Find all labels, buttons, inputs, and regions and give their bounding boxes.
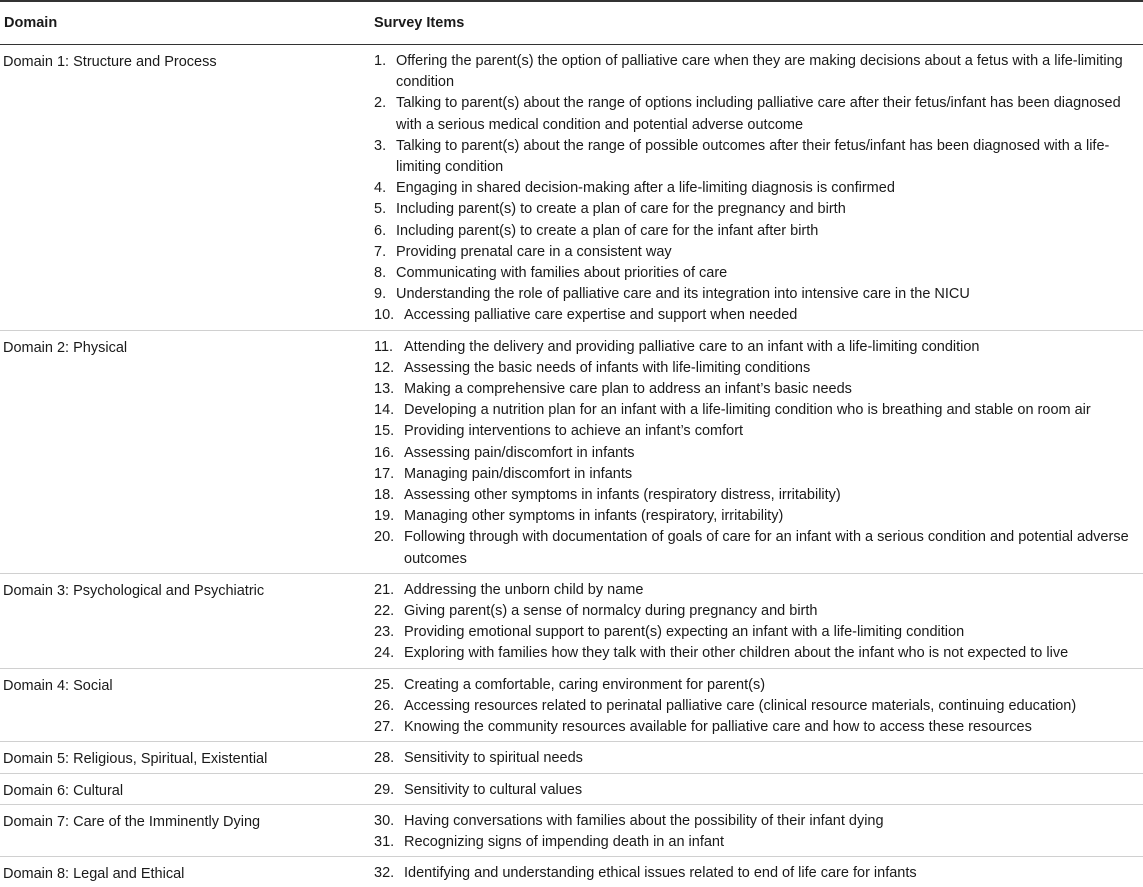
survey-item-number: 19. xyxy=(372,506,404,527)
domain-cell: Domain 7: Care of the Imminently Dying xyxy=(0,804,372,856)
survey-item xyxy=(372,622,1143,643)
header-row xyxy=(0,1,1143,45)
survey-item-list xyxy=(372,337,1143,570)
survey-item-number: 13. xyxy=(372,379,404,400)
survey-item-text: Providing emotional support to parent(s) expecting an infant with a life-limiting condition xyxy=(404,622,1143,643)
survey-item xyxy=(372,93,1143,135)
survey-item-list xyxy=(372,780,1143,801)
survey-item-text: Accessing palliative care expertise and support when needed xyxy=(404,305,1143,326)
survey-item-number: 32. xyxy=(372,863,404,884)
survey-item-text: Understanding the role of palliative care and its integration into intensive care in the NICU xyxy=(396,284,1143,305)
survey-item-text: Addressing the unborn child by name xyxy=(404,580,1143,601)
survey-item-number: 3. xyxy=(372,136,396,178)
survey-items-cell xyxy=(372,668,1143,742)
survey-item-number: 2. xyxy=(372,93,396,135)
survey-item-number: 31. xyxy=(372,832,404,853)
survey-item-text: Identifying and understanding ethical issues related to end of life care for infants xyxy=(404,863,1143,884)
survey-item-number: 4. xyxy=(372,178,396,199)
survey-item-text: Including parent(s) to create a plan of care for the infant after birth xyxy=(396,221,1143,242)
survey-item-number: 24. xyxy=(372,643,404,664)
survey-item xyxy=(372,337,1143,358)
survey-item-text: Recognizing signs of impending death in an infant xyxy=(404,832,1143,853)
survey-item-text: Assessing the basic needs of infants with life-limiting conditions xyxy=(404,358,1143,379)
survey-item-number: 9. xyxy=(372,284,396,305)
survey-item xyxy=(372,601,1143,622)
survey-item-text: Offering the parent(s) the option of palliative care when they are making decisions about a fetus with a life-limiting condition xyxy=(396,51,1143,93)
survey-item-text: Giving parent(s) a sense of normalcy during pregnancy and birth xyxy=(404,601,1143,622)
survey-item-number: 21. xyxy=(372,580,404,601)
survey-item xyxy=(372,263,1143,284)
survey-item xyxy=(372,696,1143,717)
survey-item-number: 6. xyxy=(372,221,396,242)
survey-items-cell xyxy=(372,804,1143,856)
survey-item-text: Exploring with families how they talk with their other children about the infant who is not expected to live xyxy=(404,643,1143,664)
survey-item-number: 30. xyxy=(372,811,404,832)
table-header xyxy=(0,1,1143,45)
survey-item-number: 25. xyxy=(372,675,404,696)
survey-item-number: 12. xyxy=(372,358,404,379)
survey-items-column-header: Survey Items xyxy=(372,1,1143,45)
survey-item-number: 22. xyxy=(372,601,404,622)
survey-item xyxy=(372,464,1143,485)
survey-item xyxy=(372,358,1143,379)
domain-cell: Domain 1: Structure and Process xyxy=(0,45,372,331)
survey-item xyxy=(372,136,1143,178)
survey-item xyxy=(372,443,1143,464)
domain-cell: Domain 3: Psychological and Psychiatric xyxy=(0,573,372,668)
table-row xyxy=(0,573,1143,668)
survey-item-text: Engaging in shared decision-making after a life-limiting diagnosis is confirmed xyxy=(396,178,1143,199)
survey-item-text: Knowing the community resources available for palliative care and how to access these resources xyxy=(404,717,1143,738)
survey-items-cell xyxy=(372,773,1143,804)
survey-item-text: Assessing pain/discomfort in infants xyxy=(404,443,1143,464)
survey-item-number: 8. xyxy=(372,263,396,284)
table-row xyxy=(0,773,1143,804)
survey-item-text: Communicating with families about priorities of care xyxy=(396,263,1143,284)
domain-cell: Domain 4: Social xyxy=(0,668,372,742)
survey-items-cell xyxy=(372,742,1143,773)
survey-item-text: Making a comprehensive care plan to address an infant’s basic needs xyxy=(404,379,1143,400)
survey-item xyxy=(372,675,1143,696)
survey-item xyxy=(372,242,1143,263)
survey-item-number: 17. xyxy=(372,464,404,485)
table-row xyxy=(0,857,1143,887)
survey-item-number: 27. xyxy=(372,717,404,738)
survey-item-text: Providing prenatal care in a consistent way xyxy=(396,242,1143,263)
survey-item-text: Including parent(s) to create a plan of care for the pregnancy and birth xyxy=(396,199,1143,220)
survey-item-number: 11. xyxy=(372,337,404,358)
table-row xyxy=(0,330,1143,573)
survey-item-text: Accessing resources related to perinatal palliative care (clinical resource materials, continuing education) xyxy=(404,696,1143,717)
survey-item-text: Having conversations with families about the possibility of their infant dying xyxy=(404,811,1143,832)
survey-item xyxy=(372,832,1143,853)
table-row xyxy=(0,742,1143,773)
survey-item-text: Following through with documentation of goals of care for an infant with a serious condition and potential adverse outcomes xyxy=(404,527,1143,569)
survey-item-list xyxy=(372,748,1143,769)
survey-item xyxy=(372,379,1143,400)
survey-item xyxy=(372,580,1143,601)
survey-item-number: 5. xyxy=(372,199,396,220)
survey-item-text: Sensitivity to cultural values xyxy=(404,780,1143,801)
survey-item-list xyxy=(372,811,1143,853)
survey-item xyxy=(372,643,1143,664)
survey-item-text: Managing other symptoms in infants (respiratory, irritability) xyxy=(404,506,1143,527)
survey-item-text: Assessing other symptoms in infants (respiratory distress, irritability) xyxy=(404,485,1143,506)
survey-item xyxy=(372,748,1143,769)
survey-item-number: 1. xyxy=(372,51,396,93)
table-body xyxy=(0,45,1143,887)
survey-item-number: 15. xyxy=(372,421,404,442)
survey-item-text: Developing a nutrition plan for an infant with a life-limiting condition who is breathing and stable on room air xyxy=(404,400,1143,421)
survey-item-number: 26. xyxy=(372,696,404,717)
survey-items-cell xyxy=(372,857,1143,887)
survey-item-number: 23. xyxy=(372,622,404,643)
survey-items-cell xyxy=(372,45,1143,331)
survey-item-text: Talking to parent(s) about the range of options including palliative care after their fetus/infant has been diagnosed with a serious medical condition and potential adverse outcome xyxy=(396,93,1143,135)
survey-item-number: 10. xyxy=(372,305,404,326)
survey-item xyxy=(372,717,1143,738)
survey-item-number: 18. xyxy=(372,485,404,506)
survey-item-list xyxy=(372,51,1143,327)
survey-item xyxy=(372,863,1143,884)
domain-cell: Domain 6: Cultural xyxy=(0,773,372,804)
survey-item xyxy=(372,305,1143,326)
survey-item-number: 20. xyxy=(372,527,404,569)
survey-item xyxy=(372,284,1143,305)
survey-item-number: 14. xyxy=(372,400,404,421)
survey-item-number: 29. xyxy=(372,780,404,801)
survey-item xyxy=(372,221,1143,242)
domain-cell: Domain 8: Legal and Ethical xyxy=(0,857,372,887)
table-row xyxy=(0,45,1143,331)
survey-item xyxy=(372,51,1143,93)
domain-cell: Domain 2: Physical xyxy=(0,330,372,573)
survey-item-text: Sensitivity to spiritual needs xyxy=(404,748,1143,769)
survey-item-list xyxy=(372,580,1143,665)
survey-item xyxy=(372,421,1143,442)
survey-item-number: 28. xyxy=(372,748,404,769)
survey-item xyxy=(372,485,1143,506)
survey-item xyxy=(372,527,1143,569)
survey-item-text: Creating a comfortable, caring environment for parent(s) xyxy=(404,675,1143,696)
table-row xyxy=(0,804,1143,856)
survey-item xyxy=(372,178,1143,199)
survey-item xyxy=(372,811,1143,832)
domain-column-header: Domain xyxy=(0,1,372,45)
survey-item-number: 7. xyxy=(372,242,396,263)
survey-item-text: Attending the delivery and providing palliative care to an infant with a life-limiting condition xyxy=(404,337,1143,358)
survey-item-text: Talking to parent(s) about the range of possible outcomes after their fetus/infant has been diagnosed with a life-limiting condition xyxy=(396,136,1143,178)
domain-cell: Domain 5: Religious, Spiritual, Existential xyxy=(0,742,372,773)
survey-items-cell xyxy=(372,573,1143,668)
survey-item-list xyxy=(372,863,1143,884)
survey-item-list xyxy=(372,675,1143,739)
survey-item xyxy=(372,780,1143,801)
survey-item-text: Providing interventions to achieve an infant’s comfort xyxy=(404,421,1143,442)
survey-item-number: 16. xyxy=(372,443,404,464)
survey-item xyxy=(372,199,1143,220)
survey-items-cell xyxy=(372,330,1143,573)
survey-item xyxy=(372,506,1143,527)
survey-item-text: Managing pain/discomfort in infants xyxy=(404,464,1143,485)
survey-item xyxy=(372,400,1143,421)
table-row xyxy=(0,668,1143,742)
